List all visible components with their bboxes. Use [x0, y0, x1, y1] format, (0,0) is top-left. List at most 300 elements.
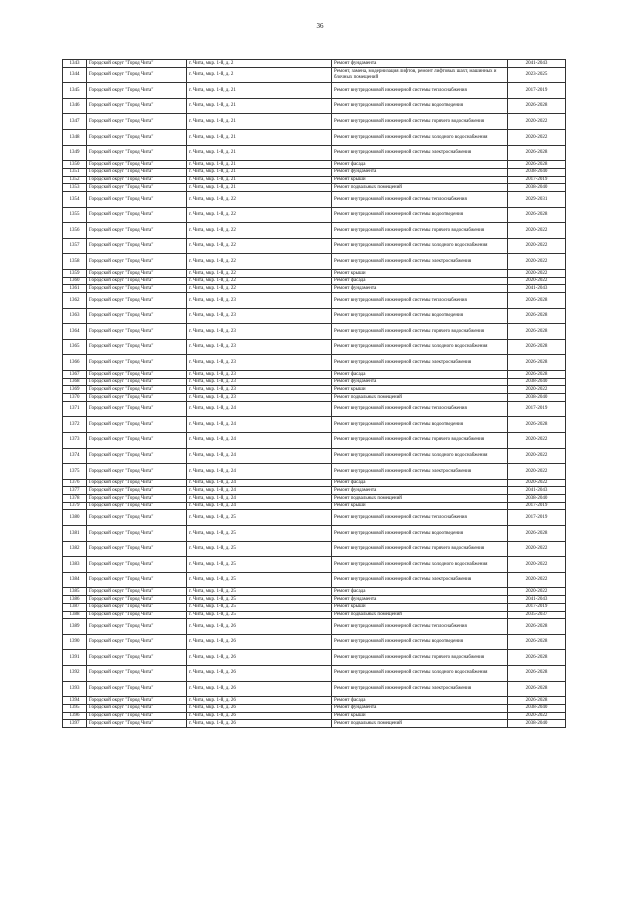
- municipality-cell: Городской округ "Город Чита": [87, 487, 187, 495]
- work-type-cell: Ремонт, замена, модернизация лифтов, ремонт лифтовых шахт, машинных и блочных помещений: [332, 67, 508, 83]
- row-number-cell: 1393: [63, 681, 87, 697]
- work-type-cell: Ремонт подвальных помещений: [332, 495, 508, 503]
- planned-period-cell: 2026-2028: [508, 308, 566, 324]
- planned-period-cell: 2017-2019: [508, 502, 566, 510]
- municipality-cell: Городской округ "Город Чита": [87, 681, 187, 697]
- planned-period-cell: 2020-2022: [508, 130, 566, 146]
- address-cell: г. Чита, мкр. 1-й, д. 21: [187, 161, 332, 169]
- table-row: [63, 588, 566, 596]
- address-cell: г. Чита, мкр. 1-й, д. 22: [187, 238, 332, 254]
- table-row: [63, 417, 566, 433]
- municipality-cell: Городской округ "Город Чита": [87, 401, 187, 417]
- repair-schedule-table: [62, 59, 566, 728]
- work-type-cell: Ремонт внутридомовой инженерной системы электроснабжения: [332, 681, 508, 697]
- row-number-cell: 1380: [63, 510, 87, 526]
- row-number-cell: 1378: [63, 495, 87, 503]
- municipality-cell: Городской округ "Город Чита": [87, 339, 187, 355]
- work-type-cell: Ремонт внутридомовой инженерной системы теплоснабжения: [332, 83, 508, 99]
- work-type-cell: Ремонт внутридомовой инженерной системы водоотведения: [332, 98, 508, 114]
- address-cell: г. Чита, мкр. 1-й, д. 23: [187, 339, 332, 355]
- work-type-cell: Ремонт внутридомовой инженерной системы водоотведения: [332, 207, 508, 223]
- municipality-cell: Городской округ "Город Чита": [87, 510, 187, 526]
- row-number-cell: 1397: [63, 720, 87, 728]
- planned-period-cell: 2026-2028: [508, 634, 566, 650]
- table-row: [63, 378, 566, 386]
- table-row: [63, 184, 566, 192]
- address-cell: г. Чита, мкр. 1-й, д. 23: [187, 386, 332, 394]
- municipality-cell: Городской округ "Город Чита": [87, 277, 187, 285]
- planned-period-cell: 2038-2040: [508, 184, 566, 192]
- municipality-cell: Городской округ "Город Чита": [87, 371, 187, 379]
- municipality-cell: Городской округ "Город Чита": [87, 596, 187, 604]
- municipality-cell: Городской округ "Город Чита": [87, 168, 187, 176]
- work-type-cell: Ремонт внутридомовой инженерной системы водоотведения: [332, 417, 508, 433]
- address-cell: г. Чита, мкр. 1-й, д. 24: [187, 448, 332, 464]
- table-row: [63, 98, 566, 114]
- row-number-cell: 1352: [63, 176, 87, 184]
- address-cell: г. Чита, мкр. 1-й, д. 25: [187, 596, 332, 604]
- work-type-cell: Ремонт внутридомовой инженерной системы теплоснабжения: [332, 192, 508, 208]
- work-type-cell: Ремонт фундамента: [332, 60, 508, 68]
- table-row: [63, 269, 566, 277]
- table-row: [63, 371, 566, 379]
- work-type-cell: Ремонт внутридомовой инженерной системы водоотведения: [332, 634, 508, 650]
- address-cell: г. Чита, мкр. 1-й, д. 23: [187, 293, 332, 309]
- table-row: [63, 487, 566, 495]
- table-row: [63, 130, 566, 146]
- work-type-cell: Ремонт фасада: [332, 588, 508, 596]
- work-type-cell: Ремонт внутридомовой инженерной системы водоотведения: [332, 526, 508, 542]
- address-cell: г. Чита, мкр. 1-й, д. 24: [187, 479, 332, 487]
- row-number-cell: 1373: [63, 432, 87, 448]
- address-cell: г. Чита, мкр. 1-й, д. 24: [187, 487, 332, 495]
- planned-period-cell: 2017-2019: [508, 176, 566, 184]
- address-cell: г. Чита, мкр. 1-й, д. 25: [187, 611, 332, 619]
- table-row: [63, 293, 566, 309]
- municipality-cell: Городской округ "Город Чита": [87, 207, 187, 223]
- planned-period-cell: 2020-2022: [508, 712, 566, 720]
- work-type-cell: Ремонт внутридомовой инженерной системы горячего водоснабжения: [332, 223, 508, 239]
- municipality-cell: Городской округ "Город Чита": [87, 161, 187, 169]
- row-number-cell: 1375: [63, 464, 87, 480]
- row-number-cell: 1354: [63, 192, 87, 208]
- row-number-cell: 1349: [63, 145, 87, 161]
- table-row: [63, 386, 566, 394]
- table-row: [63, 619, 566, 635]
- table-row: [63, 401, 566, 417]
- planned-period-cell: 2038-2040: [508, 704, 566, 712]
- address-cell: г. Чита, мкр. 1-й, д. 24: [187, 432, 332, 448]
- address-cell: г. Чита, мкр. 1-й, д. 25: [187, 572, 332, 588]
- work-type-cell: Ремонт фундамента: [332, 168, 508, 176]
- row-number-cell: 1377: [63, 487, 87, 495]
- municipality-cell: Городской округ "Город Чита": [87, 464, 187, 480]
- planned-period-cell: 2041-2043: [508, 285, 566, 293]
- work-type-cell: Ремонт крыши: [332, 502, 508, 510]
- work-type-cell: Ремонт фасада: [332, 277, 508, 285]
- municipality-cell: Городской округ "Город Чита": [87, 665, 187, 681]
- table-row: [63, 308, 566, 324]
- work-type-cell: Ремонт внутридомовой инженерной системы горячего водоснабжения: [332, 650, 508, 666]
- planned-period-cell: 2026-2028: [508, 339, 566, 355]
- table-row: [63, 394, 566, 402]
- table-row: [63, 285, 566, 293]
- planned-period-cell: 2020-2022: [508, 114, 566, 130]
- work-type-cell: Ремонт фундамента: [332, 487, 508, 495]
- address-cell: г. Чита, мкр. 1-й, д. 2: [187, 67, 332, 83]
- table-row: [63, 510, 566, 526]
- table-row: [63, 495, 566, 503]
- address-cell: г. Чита, мкр. 1-й, д. 21: [187, 98, 332, 114]
- address-cell: г. Чита, мкр. 1-й, д. 23: [187, 355, 332, 371]
- municipality-cell: Городской округ "Город Чита": [87, 386, 187, 394]
- row-number-cell: 1364: [63, 324, 87, 340]
- municipality-cell: Городской округ "Город Чита": [87, 238, 187, 254]
- table-row: [63, 145, 566, 161]
- address-cell: г. Чита, мкр. 1-й, д. 26: [187, 634, 332, 650]
- table-row: [63, 60, 566, 68]
- row-number-cell: 1372: [63, 417, 87, 433]
- work-type-cell: Ремонт фасада: [332, 479, 508, 487]
- table-row: [63, 650, 566, 666]
- table-row: [63, 541, 566, 557]
- address-cell: г. Чита, мкр. 1-й, д. 23: [187, 378, 332, 386]
- work-type-cell: Ремонт фасада: [332, 697, 508, 705]
- planned-period-cell: 2020-2022: [508, 223, 566, 239]
- planned-period-cell: 2020-2022: [508, 277, 566, 285]
- planned-period-cell: 2026-2028: [508, 681, 566, 697]
- row-number-cell: 1376: [63, 479, 87, 487]
- municipality-cell: Городской округ "Город Чита": [87, 308, 187, 324]
- table-row: [63, 176, 566, 184]
- table-row: [63, 207, 566, 223]
- table-row: [63, 502, 566, 510]
- municipality-cell: Городской округ "Город Чита": [87, 495, 187, 503]
- address-cell: г. Чита, мкр. 1-й, д. 23: [187, 394, 332, 402]
- municipality-cell: Городской округ "Город Чита": [87, 67, 187, 83]
- address-cell: г. Чита, мкр. 1-й, д. 25: [187, 510, 332, 526]
- municipality-cell: Городской округ "Город Чита": [87, 254, 187, 270]
- row-number-cell: 1390: [63, 634, 87, 650]
- work-type-cell: Ремонт внутридомовой инженерной системы теплоснабжения: [332, 510, 508, 526]
- planned-period-cell: 2017-2019: [508, 603, 566, 611]
- work-type-cell: Ремонт внутридомовой инженерной системы электроснабжения: [332, 145, 508, 161]
- planned-period-cell: 2026-2028: [508, 161, 566, 169]
- municipality-cell: Городской округ "Город Чита": [87, 184, 187, 192]
- table-row: [63, 192, 566, 208]
- row-number-cell: 1353: [63, 184, 87, 192]
- planned-period-cell: 2026-2028: [508, 355, 566, 371]
- row-number-cell: 1369: [63, 386, 87, 394]
- row-number-cell: 1368: [63, 378, 87, 386]
- address-cell: г. Чита, мкр. 1-й, д. 21: [187, 145, 332, 161]
- work-type-cell: Ремонт крыши: [332, 176, 508, 184]
- work-type-cell: Ремонт внутридомовой инженерной системы холодного водоснабжения: [332, 665, 508, 681]
- address-cell: г. Чита, мкр. 1-й, д. 25: [187, 526, 332, 542]
- row-number-cell: 1356: [63, 223, 87, 239]
- address-cell: г. Чита, мкр. 1-й, д. 25: [187, 557, 332, 573]
- work-type-cell: Ремонт внутридомовой инженерной системы горячего водоснабжения: [332, 324, 508, 340]
- municipality-cell: Городской округ "Город Чита": [87, 269, 187, 277]
- address-cell: г. Чита, мкр. 1-й, д. 23: [187, 324, 332, 340]
- table-row: [63, 720, 566, 728]
- planned-period-cell: 2026-2028: [508, 526, 566, 542]
- planned-period-cell: 2020-2022: [508, 386, 566, 394]
- row-number-cell: 1370: [63, 394, 87, 402]
- address-cell: г. Чита, мкр. 1-й, д. 26: [187, 665, 332, 681]
- table-row: [63, 238, 566, 254]
- work-type-cell: Ремонт подвальных помещений: [332, 611, 508, 619]
- planned-period-cell: 2026-2028: [508, 207, 566, 223]
- municipality-cell: Городской округ "Город Чита": [87, 720, 187, 728]
- planned-period-cell: 2020-2022: [508, 541, 566, 557]
- row-number-cell: 1365: [63, 339, 87, 355]
- table-row: [63, 448, 566, 464]
- table-row: [63, 634, 566, 650]
- page-number: 36: [316, 22, 324, 30]
- work-type-cell: Ремонт внутридомовой инженерной системы теплоснабжения: [332, 401, 508, 417]
- row-number-cell: 1389: [63, 619, 87, 635]
- planned-period-cell: 2026-2028: [508, 417, 566, 433]
- planned-period-cell: 2020-2022: [508, 269, 566, 277]
- municipality-cell: Городской округ "Город Чита": [87, 526, 187, 542]
- municipality-cell: Городской округ "Город Чита": [87, 611, 187, 619]
- table-row: [63, 83, 566, 99]
- planned-period-cell: 2020-2022: [508, 464, 566, 480]
- planned-period-cell: 2020-2022: [508, 432, 566, 448]
- table-row: [63, 479, 566, 487]
- work-type-cell: Ремонт фасада: [332, 371, 508, 379]
- table-row: [63, 223, 566, 239]
- address-cell: г. Чита, мкр. 1-й, д. 24: [187, 502, 332, 510]
- municipality-cell: Городской округ "Город Чита": [87, 378, 187, 386]
- table-row: [63, 114, 566, 130]
- table-row: [63, 681, 566, 697]
- work-type-cell: Ремонт внутридомовой инженерной системы теплоснабжения: [332, 619, 508, 635]
- planned-period-cell: 2017-2019: [508, 401, 566, 417]
- table-row: [63, 572, 566, 588]
- address-cell: г. Чита, мкр. 1-й, д. 26: [187, 704, 332, 712]
- address-cell: г. Чита, мкр. 1-й, д. 24: [187, 464, 332, 480]
- table-row: [63, 168, 566, 176]
- work-type-cell: Ремонт внутридомовой инженерной системы холодного водоснабжения: [332, 130, 508, 146]
- table-row: [63, 557, 566, 573]
- row-number-cell: 1386: [63, 596, 87, 604]
- row-number-cell: 1361: [63, 285, 87, 293]
- address-cell: г. Чита, мкр. 1-й, д. 26: [187, 712, 332, 720]
- table-row: [63, 611, 566, 619]
- row-number-cell: 1394: [63, 697, 87, 705]
- address-cell: г. Чита, мкр. 1-й, д. 26: [187, 720, 332, 728]
- row-number-cell: 1355: [63, 207, 87, 223]
- table-row: [63, 665, 566, 681]
- municipality-cell: Городской округ "Город Чита": [87, 432, 187, 448]
- row-number-cell: 1367: [63, 371, 87, 379]
- table-row: [63, 161, 566, 169]
- work-type-cell: Ремонт внутридомовой инженерной системы горячего водоснабжения: [332, 432, 508, 448]
- municipality-cell: Городской округ "Город Чита": [87, 223, 187, 239]
- planned-period-cell: 2026-2028: [508, 145, 566, 161]
- work-type-cell: Ремонт внутридомовой инженерной системы электроснабжения: [332, 464, 508, 480]
- planned-period-cell: 2020-2022: [508, 254, 566, 270]
- planned-period-cell: 2020-2022: [508, 588, 566, 596]
- municipality-cell: Городской округ "Город Чита": [87, 285, 187, 293]
- work-type-cell: Ремонт фундамента: [332, 704, 508, 712]
- row-number-cell: 1383: [63, 557, 87, 573]
- address-cell: г. Чита, мкр. 1-й, д. 22: [187, 223, 332, 239]
- planned-period-cell: 2017-2019: [508, 510, 566, 526]
- municipality-cell: Городской округ "Город Чита": [87, 192, 187, 208]
- row-number-cell: 1351: [63, 168, 87, 176]
- table-row: [63, 432, 566, 448]
- row-number-cell: 1391: [63, 650, 87, 666]
- planned-period-cell: 2026-2028: [508, 371, 566, 379]
- municipality-cell: Городской округ "Город Чита": [87, 619, 187, 635]
- address-cell: г. Чита, мкр. 1-й, д. 21: [187, 168, 332, 176]
- work-type-cell: Ремонт внутридомовой инженерной системы водоотведения: [332, 308, 508, 324]
- work-type-cell: Ремонт внутридомовой инженерной системы теплоснабжения: [332, 293, 508, 309]
- planned-period-cell: 2023-2025: [508, 67, 566, 83]
- planned-period-cell: 2026-2028: [508, 619, 566, 635]
- row-number-cell: 1343: [63, 60, 87, 68]
- address-cell: г. Чита, мкр. 1-й, д. 22: [187, 277, 332, 285]
- address-cell: г. Чита, мкр. 1-й, д. 23: [187, 371, 332, 379]
- row-number-cell: 1350: [63, 161, 87, 169]
- municipality-cell: Городской округ "Город Чита": [87, 417, 187, 433]
- row-number-cell: 1385: [63, 588, 87, 596]
- municipality-cell: Городской округ "Город Чита": [87, 603, 187, 611]
- municipality-cell: Городской округ "Город Чита": [87, 572, 187, 588]
- address-cell: г. Чита, мкр. 1-й, д. 22: [187, 285, 332, 293]
- municipality-cell: Городской округ "Город Чита": [87, 502, 187, 510]
- work-type-cell: Ремонт фундамента: [332, 596, 508, 604]
- address-cell: г. Чита, мкр. 1-й, д. 21: [187, 176, 332, 184]
- row-number-cell: 1379: [63, 502, 87, 510]
- row-number-cell: 1366: [63, 355, 87, 371]
- municipality-cell: Городской округ "Город Чита": [87, 98, 187, 114]
- work-type-cell: Ремонт крыши: [332, 269, 508, 277]
- address-cell: г. Чита, мкр. 1-й, д. 22: [187, 254, 332, 270]
- work-type-cell: Ремонт фундамента: [332, 378, 508, 386]
- work-type-cell: Ремонт внутридомовой инженерной системы горячего водоснабжения: [332, 114, 508, 130]
- municipality-cell: Городской округ "Город Чита": [87, 479, 187, 487]
- work-type-cell: Ремонт подвальных помещений: [332, 184, 508, 192]
- row-number-cell: 1387: [63, 603, 87, 611]
- municipality-cell: Городской округ "Город Чита": [87, 394, 187, 402]
- municipality-cell: Городской округ "Город Чита": [87, 130, 187, 146]
- row-number-cell: 1346: [63, 98, 87, 114]
- address-cell: г. Чита, мкр. 1-й, д. 22: [187, 269, 332, 277]
- table-row: [63, 355, 566, 371]
- row-number-cell: 1363: [63, 308, 87, 324]
- planned-period-cell: 2026-2028: [508, 324, 566, 340]
- row-number-cell: 1345: [63, 83, 87, 99]
- work-type-cell: Ремонт крыши: [332, 712, 508, 720]
- address-cell: г. Чита, мкр. 1-й, д. 24: [187, 417, 332, 433]
- municipality-cell: Городской округ "Город Чита": [87, 634, 187, 650]
- work-type-cell: Ремонт подвальных помещений: [332, 394, 508, 402]
- address-cell: г. Чита, мкр. 1-й, д. 21: [187, 83, 332, 99]
- planned-period-cell: 2026-2028: [508, 650, 566, 666]
- planned-period-cell: 2026-2028: [508, 665, 566, 681]
- row-number-cell: 1374: [63, 448, 87, 464]
- table-row: [63, 324, 566, 340]
- address-cell: г. Чита, мкр. 1-й, д. 22: [187, 192, 332, 208]
- planned-period-cell: 2041-2043: [508, 596, 566, 604]
- table-row: [63, 464, 566, 480]
- row-number-cell: 1395: [63, 704, 87, 712]
- address-cell: г. Чита, мкр. 1-й, д. 21: [187, 130, 332, 146]
- planned-period-cell: 2026-2028: [508, 293, 566, 309]
- row-number-cell: 1384: [63, 572, 87, 588]
- table-row: [63, 277, 566, 285]
- row-number-cell: 1358: [63, 254, 87, 270]
- table-row: [63, 697, 566, 705]
- planned-period-cell: 2029-2031: [508, 192, 566, 208]
- address-cell: г. Чита, мкр. 1-й, д. 2: [187, 60, 332, 68]
- planned-period-cell: 2020-2022: [508, 479, 566, 487]
- work-type-cell: Ремонт внутридомовой инженерной системы электроснабжения: [332, 572, 508, 588]
- row-number-cell: 1396: [63, 712, 87, 720]
- table-row: [63, 712, 566, 720]
- planned-period-cell: 2038-2040: [508, 720, 566, 728]
- table-row: [63, 704, 566, 712]
- planned-period-cell: 2035-2037: [508, 611, 566, 619]
- row-number-cell: 1362: [63, 293, 87, 309]
- work-type-cell: Ремонт внутридомовой инженерной системы холодного водоснабжения: [332, 448, 508, 464]
- planned-period-cell: 2020-2022: [508, 557, 566, 573]
- municipality-cell: Городской округ "Город Чита": [87, 650, 187, 666]
- work-type-cell: Ремонт фасада: [332, 161, 508, 169]
- municipality-cell: Городской округ "Город Чита": [87, 448, 187, 464]
- municipality-cell: Городской округ "Город Чита": [87, 355, 187, 371]
- row-number-cell: 1371: [63, 401, 87, 417]
- address-cell: г. Чита, мкр. 1-й, д. 21: [187, 184, 332, 192]
- address-cell: г. Чита, мкр. 1-й, д. 22: [187, 207, 332, 223]
- municipality-cell: Городской округ "Город Чита": [87, 697, 187, 705]
- work-type-cell: Ремонт внутридомовой инженерной системы электроснабжения: [332, 254, 508, 270]
- row-number-cell: 1359: [63, 269, 87, 277]
- row-number-cell: 1344: [63, 67, 87, 83]
- municipality-cell: Городской округ "Город Чита": [87, 83, 187, 99]
- work-type-cell: Ремонт фундамента: [332, 285, 508, 293]
- municipality-cell: Городской округ "Город Чита": [87, 588, 187, 596]
- planned-period-cell: 2038-2040: [508, 378, 566, 386]
- address-cell: г. Чита, мкр. 1-й, д. 26: [187, 619, 332, 635]
- address-cell: г. Чита, мкр. 1-й, д. 26: [187, 697, 332, 705]
- address-cell: г. Чита, мкр. 1-й, д. 23: [187, 308, 332, 324]
- address-cell: г. Чита, мкр. 1-й, д. 25: [187, 588, 332, 596]
- municipality-cell: Городской округ "Город Чита": [87, 293, 187, 309]
- work-type-cell: Ремонт внутридомовой инженерной системы горячего водоснабжения: [332, 541, 508, 557]
- table-row: [63, 526, 566, 542]
- municipality-cell: Городской округ "Город Чита": [87, 557, 187, 573]
- row-number-cell: 1357: [63, 238, 87, 254]
- municipality-cell: Городской округ "Город Чита": [87, 541, 187, 557]
- planned-period-cell: 2041-2043: [508, 60, 566, 68]
- table-row: [63, 603, 566, 611]
- work-type-cell: Ремонт внутридомовой инженерной системы холодного водоснабжения: [332, 557, 508, 573]
- planned-period-cell: 2026-2028: [508, 697, 566, 705]
- table-row: [63, 596, 566, 604]
- municipality-cell: Городской округ "Город Чита": [87, 324, 187, 340]
- municipality-cell: Городской округ "Город Чита": [87, 176, 187, 184]
- planned-period-cell: 2020-2022: [508, 238, 566, 254]
- municipality-cell: Городской округ "Город Чита": [87, 60, 187, 68]
- municipality-cell: Городской округ "Город Чита": [87, 712, 187, 720]
- table-body: [63, 60, 566, 728]
- address-cell: г. Чита, мкр. 1-й, д. 26: [187, 681, 332, 697]
